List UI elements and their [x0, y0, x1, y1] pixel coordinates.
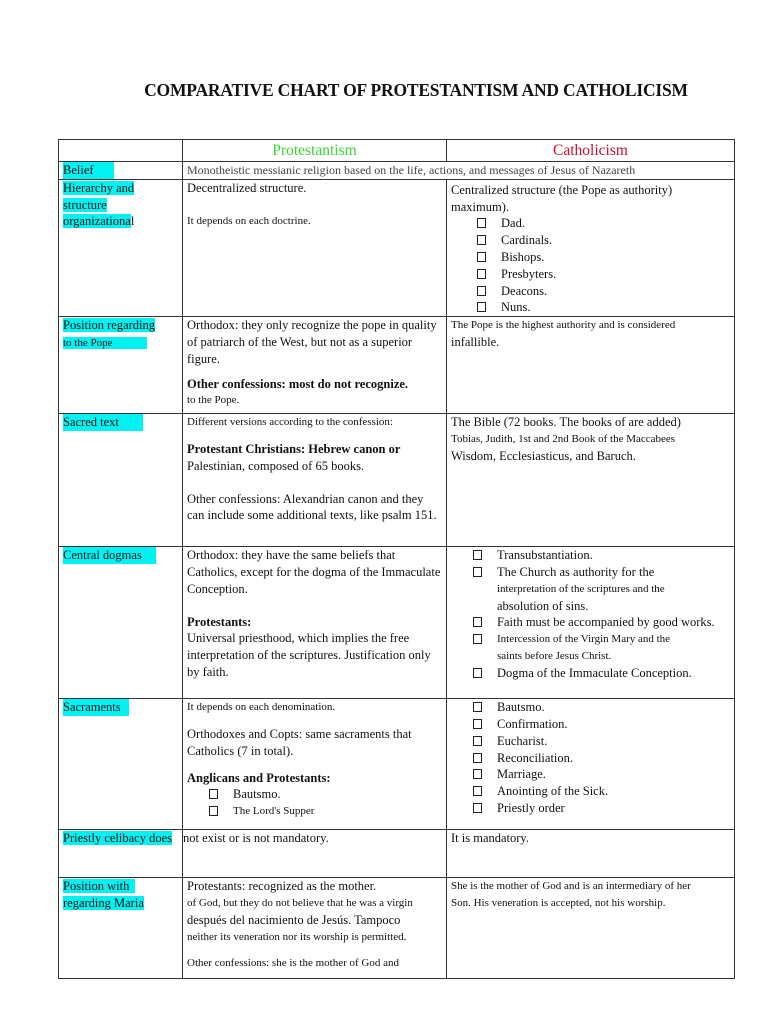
hierarchy-prot-cell: [183, 179, 447, 316]
sacraments-prot-list: [187, 786, 442, 820]
dogmas-prot-text3: Universal priesthood, which implies the free interpretation of the scriptures. Justification only by faith.: [187, 631, 431, 679]
maria-prot-text1: Protestants: recognized as the mother.: [187, 879, 377, 894]
list-item: Reconciliation.: [473, 750, 730, 767]
maria-label-line1: Position with: [63, 879, 135, 893]
celibacy-row: [59, 830, 735, 878]
sacred-prot-cell: [183, 414, 447, 547]
sacred-text-label: Sacred text: [63, 414, 143, 431]
sacraments-cath-cell: [447, 699, 735, 830]
sacred-prot-text4: Other confessions: Alexandrian canon and they can include some additional texts, like psalm 151.: [187, 491, 437, 523]
pope-prot-text1: Orthodox: they only recognize the pope in quality of patriarch of the West, but not as a superior figure.: [187, 318, 437, 366]
pope-label-cell: [59, 317, 183, 414]
hierarchy-label-line2: structure: [63, 197, 107, 212]
celibacy-prot-text: not exist or is not mandatory.: [183, 831, 329, 846]
sacraments-cath-list: [451, 699, 730, 817]
hierarchy-cath-intro: Centralized structure (the Pope as authority) maximum).: [451, 182, 673, 214]
sacraments-label: Sacraments: [63, 699, 129, 716]
list-item: Anointing of the Sick.: [473, 783, 730, 800]
list-item: Deacons.: [477, 283, 730, 300]
belief-label: Belief: [63, 162, 114, 179]
dogmas-prot-text1: Orthodox: they have the same beliefs that Catholics, except for the dogma of the Immaculate Conception.: [187, 548, 441, 596]
list-item: Marriage.: [473, 766, 730, 783]
hierarchy-label-line3b: l: [130, 214, 135, 229]
sacraments-prot-text1: It depends on each denomination.: [187, 701, 336, 714]
hierarchy-label-cell: [59, 179, 183, 316]
empty-header-cell: [59, 140, 183, 162]
sacred-prot-text3: Palestinian, composed of 65 books.: [187, 458, 365, 473]
list-item: Faith must be accompanied by good works.: [473, 614, 730, 631]
pope-prot-text3: to the Pope.: [187, 394, 240, 407]
sacred-label-cell: [59, 414, 183, 547]
sacraments-row: [59, 699, 735, 830]
dogmas-row: [59, 547, 735, 699]
maria-row: [59, 878, 735, 979]
pope-label-line1: Position regarding: [63, 318, 156, 333]
sacred-prot-text1: Different versions according to the confession:: [187, 416, 393, 429]
pope-label-line2: to the Pope: [63, 337, 147, 349]
belief-merged-cell: Monotheistic messianic religion based on the life, actions, and messages of Jesus of Nazareth: [183, 162, 735, 180]
list-item: Bautsmo.: [209, 786, 442, 803]
protestantism-header: Protestantism: [183, 140, 447, 162]
maria-prot-text3: después del nacimiento de Jesús. Tampoco: [187, 912, 401, 927]
list-item: Eucharist.: [473, 733, 730, 750]
sacred-cath-text3: Wisdom, Ecclesiasticus, and Baruch.: [451, 448, 636, 463]
celibacy-label: Priestly celibacy does: [63, 831, 172, 846]
dogmas-label-cell: [59, 547, 183, 699]
maria-prot-cell: [183, 878, 447, 979]
sacred-prot-text2: Protestant Christians: Hebrew canon or: [187, 441, 401, 456]
sacraments-label-cell: [59, 699, 183, 830]
maria-cath-cell: [447, 878, 735, 979]
dogmas-cath-cont1: interpretation of the scriptures and the: [497, 582, 665, 595]
pope-cath-cell: [447, 317, 735, 414]
maria-cath-text1: She is the mother of God and is an intermediary of her: [451, 880, 691, 893]
sacraments-prot-cell: [183, 699, 447, 830]
dogmas-cath-cont3: saints before Jesus Christ.: [497, 649, 612, 662]
hierarchy-prot-text2: It depends on each doctrine.: [187, 214, 311, 227]
hierarchy-label-line1: Hierarchy and: [63, 180, 135, 195]
pope-prot-text2: Other confessions: most do not recognize.: [187, 376, 409, 391]
dogmas-cath-cell: [447, 547, 735, 699]
list-item: Transubstantiation.: [473, 547, 730, 564]
list-item: Cardinals.: [477, 232, 730, 249]
maria-prot-text2: of God, but they do not believe that he was a virgin: [187, 896, 413, 909]
dogmas-cath-cont2: absolution of sins.: [497, 598, 589, 613]
dogmas-cath-list: [451, 547, 730, 581]
list-item: Bautsmo.: [473, 699, 730, 716]
dogmas-cath-list3: [451, 665, 730, 682]
celibacy-prot-cell: [183, 830, 447, 878]
list-item: Priestly order: [473, 800, 730, 817]
sacred-cath-cell: [447, 414, 735, 547]
list-item: Dogma of the Immaculate Conception.: [473, 665, 730, 682]
hierarchy-cath-list: [451, 215, 730, 316]
hierarchy-row: [59, 179, 735, 316]
dogmas-label: Central dogmas: [63, 547, 156, 564]
sacraments-prot-text2: Orthodoxes and Copts: same sacraments that Catholics (7 in total).: [187, 726, 412, 758]
list-item: Nuns.: [477, 299, 730, 316]
pope-prot-cell: [183, 317, 447, 414]
list-item: The Church as authority for the: [473, 564, 730, 581]
sacred-text-row: [59, 414, 735, 547]
comparison-table: [58, 139, 735, 979]
dogmas-prot-cell: [183, 547, 447, 699]
maria-prot-text5: Other confessions: she is the mother of God and: [187, 957, 400, 970]
pope-cath-text1: The Pope is the highest authority and is considered: [451, 319, 676, 332]
sacraments-prot-text3: Anglicans and Protestants:: [187, 770, 331, 785]
hierarchy-prot-text1: Decentralized structure.: [187, 180, 307, 195]
list-item: The Lord's Supper: [209, 803, 442, 820]
maria-prot-text4: neither its veneration nor its worship is permitted.: [187, 930, 407, 943]
dogmas-prot-text2: Protestants:: [187, 614, 252, 629]
dogmas-cath-list2: [451, 614, 730, 648]
list-item: Dad.: [477, 215, 730, 232]
header-row: [59, 140, 735, 162]
pope-row: [59, 317, 735, 414]
belief-row: [59, 162, 735, 180]
list-item: Bishops.: [477, 249, 730, 266]
hierarchy-label-line3a: organizationa: [63, 214, 131, 229]
celibacy-cath-text: It is mandatory.: [451, 831, 529, 846]
sacred-cath-text2: Tobias, Judith, 1st and 2nd Book of the Maccabees: [451, 432, 676, 445]
celibacy-cath-cell: [447, 830, 735, 878]
maria-label-cell: [59, 878, 183, 979]
maria-cath-text2: Son. His veneration is accepted, not his worship.: [451, 896, 666, 909]
list-item: Intercession of the Virgin Mary and the: [473, 631, 730, 648]
maria-label-line2: regarding Maria: [63, 895, 144, 910]
list-item: Presbyters.: [477, 266, 730, 283]
list-item: Confirmation.: [473, 716, 730, 733]
pope-cath-text2: infallible.: [451, 334, 500, 349]
catholicism-header: Catholicism: [447, 140, 735, 162]
celibacy-label-cell: [59, 830, 183, 878]
hierarchy-cath-cell: [447, 179, 735, 316]
belief-label-cell: [59, 162, 183, 180]
page-title: COMPARATIVE CHART OF PROTESTANTISM AND CATHOLICISM: [144, 80, 688, 100]
sacred-cath-text1: The Bible (72 books. The books of are added): [451, 415, 681, 430]
